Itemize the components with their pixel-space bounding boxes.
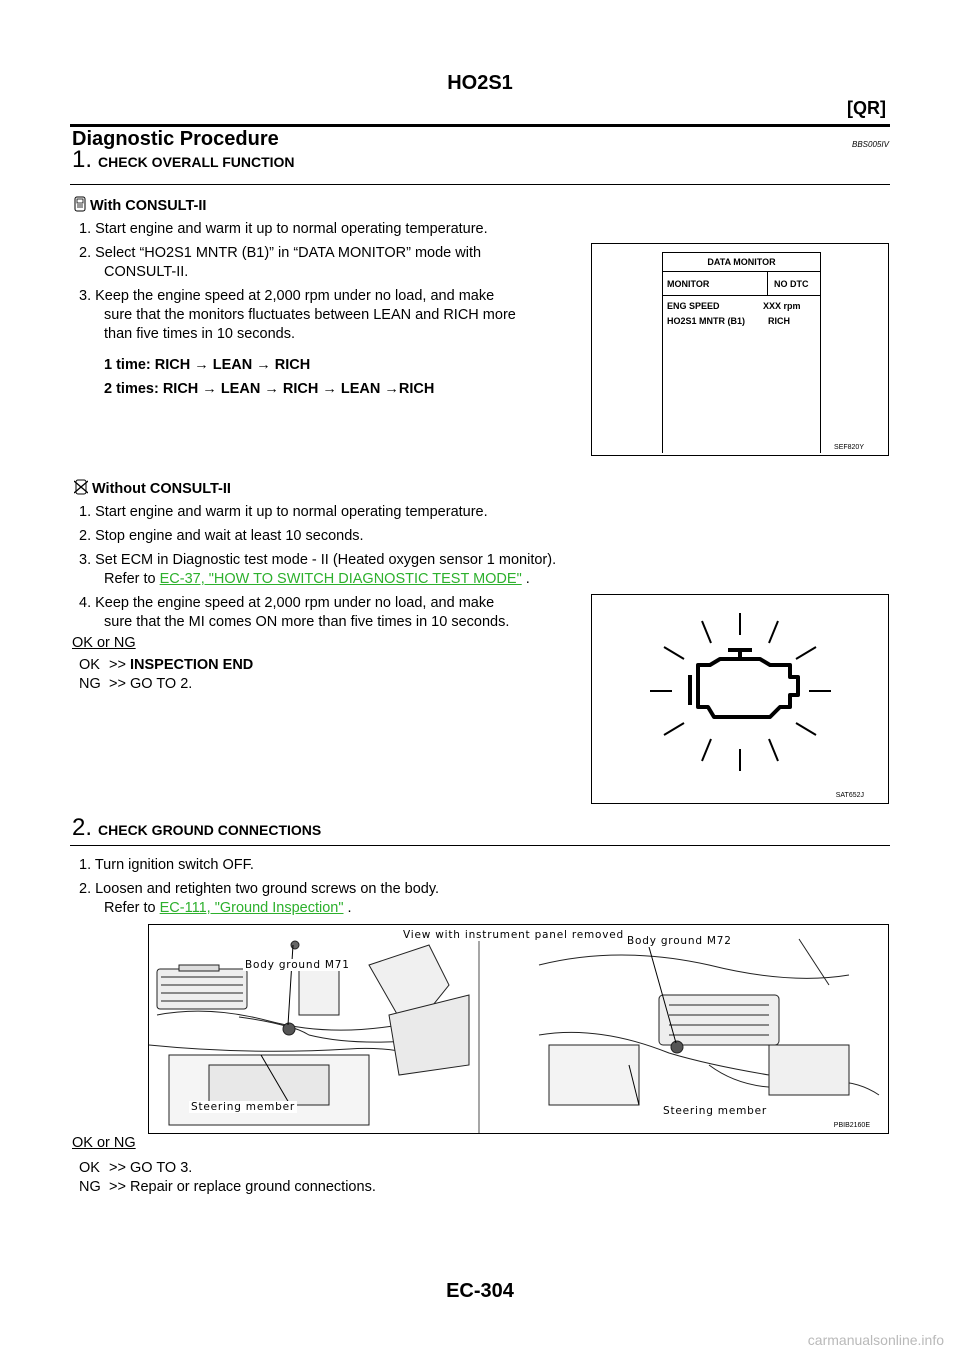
- ok-text-2: GO TO 3.: [130, 1160, 193, 1176]
- page-title: HO2S1: [447, 72, 513, 94]
- with-item-3: 3. Keep the engine speed at 2,000 rpm under no load, and make: [79, 288, 495, 304]
- ng-arrow-1: >>: [109, 676, 126, 692]
- step2-number: 2.: [72, 814, 93, 841]
- dm-header: DATA MONITOR: [707, 257, 776, 267]
- step2-heading: [72, 814, 321, 842]
- without-item-4-cont: sure that the MI comes ON more than five times in 10 seconds.: [104, 614, 510, 630]
- step2-item-1: 1. Turn ignition switch OFF.: [79, 857, 254, 873]
- dm-row2-name: HO2S1 MNTR (B1): [667, 316, 746, 326]
- step1-rule: [70, 184, 890, 185]
- ok-arrow-1: >>: [109, 657, 126, 673]
- without-item-2: 2. Stop engine and wait at least 10 seconds.: [79, 528, 364, 544]
- section-tag: [QR]: [847, 98, 886, 118]
- okng-label-2: OK or NG: [72, 1135, 136, 1151]
- ng-text-2: Repair or replace ground connections.: [130, 1179, 376, 1195]
- ok-label-2: OK: [79, 1160, 100, 1176]
- label-body-ground-m72: Body ground M72: [627, 935, 732, 947]
- with-item-2-cont: CONSULT-II.: [104, 264, 189, 280]
- step1-heading: [72, 146, 295, 174]
- refer-prefix-2: Refer to: [104, 900, 156, 916]
- dm-rule-mid: [663, 295, 820, 296]
- without-consult-label: [74, 479, 231, 499]
- no-consult-icon: [74, 479, 88, 499]
- ng-result-1: [79, 675, 193, 694]
- without-item-3: 3. Set ECM in Diagnostic test mode - II (Heated oxygen sensor 1 monitor).: [79, 552, 557, 568]
- link-ec111[interactable]: EC-111, "Ground Inspection": [159, 900, 344, 916]
- without-consult-text: Without CONSULT-II: [92, 481, 231, 497]
- ground-figure: [148, 924, 889, 1134]
- okng-label-1: OK or NG: [72, 635, 136, 651]
- link-ec37[interactable]: EC-37, "HOW TO SWITCH DIAGNOSTIC TEST MODE": [159, 571, 522, 587]
- label-steering-member-left: Steering member: [191, 1101, 295, 1113]
- dm-row2-value: RICH: [768, 316, 790, 326]
- refer-suffix-1: .: [525, 571, 530, 587]
- freq-line-1: 1 time: RICH → LEAN → RICH: [104, 357, 311, 373]
- ng-result-2: [79, 1178, 376, 1197]
- dm-col-divider: [767, 271, 768, 295]
- step2-rule: [70, 845, 890, 846]
- with-item-3-cont: sure that the monitors fluctuates between LEAN and RICH more: [104, 307, 516, 323]
- label-body-ground-m71: Body ground M71: [245, 959, 350, 971]
- monitor-screen: [662, 252, 821, 453]
- label-steering-member-right: Steering member: [663, 1105, 767, 1117]
- ok-arrow-2: >>: [109, 1160, 126, 1176]
- with-item-1: 1. Start engine and warm it up to normal operating temperature.: [79, 221, 488, 237]
- step2-item-2: 2. Loosen and retighten two ground screws on the body.: [79, 881, 440, 897]
- data-monitor-figure: [591, 243, 889, 456]
- ok-result-2: [79, 1159, 193, 1178]
- procedure-title: Diagnostic Procedure: [72, 128, 279, 150]
- ng-label-1: NG: [79, 676, 101, 692]
- watermark: carmanualsonline.info: [807, 1332, 944, 1348]
- without-item-4: 4. Keep the engine speed at 2,000 rpm under no load, and make: [79, 595, 495, 611]
- dm-rule-top: [663, 271, 820, 272]
- header-rule: [70, 124, 890, 127]
- freq-line-2: 2 times: RICH → LEAN → RICH → LEAN →RICH: [104, 381, 435, 397]
- step1-number: 1.: [72, 146, 93, 173]
- refer-line-1: [104, 570, 530, 589]
- ng-text-1: GO TO 2.: [130, 676, 193, 692]
- ng-label-2: NG: [79, 1179, 101, 1195]
- ok-label-1: OK: [79, 657, 100, 673]
- consult-icon: [74, 196, 86, 216]
- mil-figure: [591, 594, 889, 804]
- refer-prefix-1: Refer to: [104, 571, 156, 587]
- ng-arrow-2: >>: [109, 1179, 126, 1195]
- engine-check-icon: [592, 595, 888, 803]
- with-consult-text: With CONSULT-II: [90, 198, 207, 214]
- ok-result-1: [79, 656, 254, 675]
- with-item-2: 2. Select “HO2S1 MNTR (B1)” in “DATA MONITOR” mode with: [79, 245, 482, 261]
- with-consult-label: [74, 196, 206, 216]
- view-label: View with instrument panel removed: [403, 929, 625, 941]
- fig1-code: SEF820Y: [834, 444, 864, 451]
- refer-line-2: [104, 899, 352, 918]
- refer-suffix-2: .: [347, 900, 352, 916]
- dm-col1: MONITOR: [667, 279, 710, 289]
- without-item-1: 1. Start engine and warm it up to normal operating temperature.: [79, 504, 488, 520]
- step1-title: CHECK OVERALL FUNCTION: [98, 154, 295, 170]
- page-number: EC-304: [446, 1280, 514, 1302]
- dm-row1-value: XXX rpm: [763, 301, 801, 311]
- dm-col2: NO DTC: [774, 279, 809, 289]
- ok-text-1: INSPECTION END: [130, 657, 254, 673]
- fig3-code: PBIB2160E: [833, 1122, 870, 1129]
- dm-row1-name: ENG SPEED: [667, 301, 720, 311]
- step2-title: CHECK GROUND CONNECTIONS: [98, 822, 322, 838]
- procedure-code: BBS005IV: [852, 140, 889, 149]
- fig2-code: SAT652J: [835, 792, 864, 799]
- with-item-3-cont2: than five times in 10 seconds.: [104, 326, 296, 342]
